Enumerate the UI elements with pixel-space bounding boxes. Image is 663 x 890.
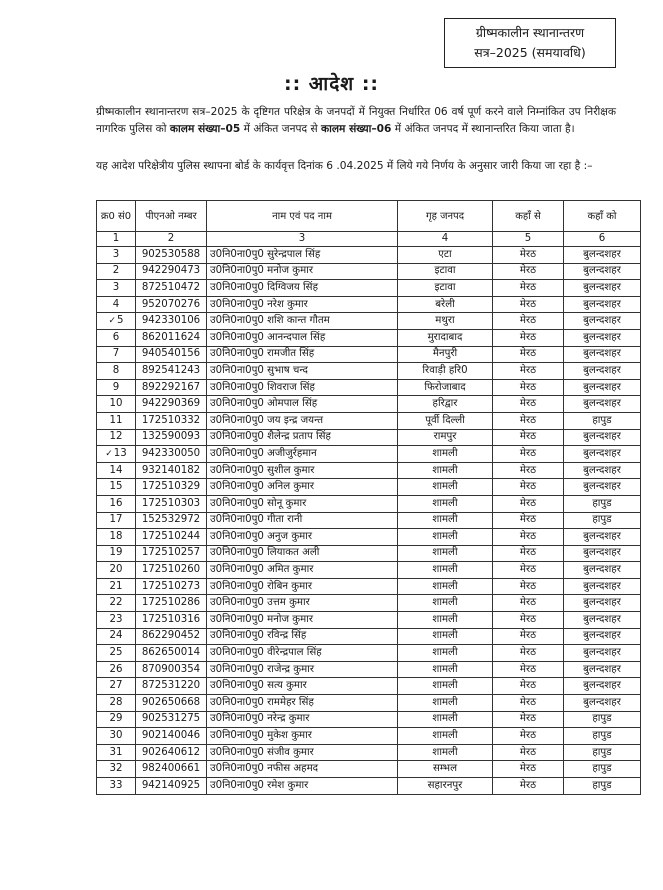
pno-cell: 862011624 [136, 329, 207, 346]
serial-cell: 17 [97, 512, 136, 529]
order-title: :: आदेश :: [283, 73, 380, 95]
table-row [97, 761, 641, 778]
home-district-cell: शामली [398, 711, 493, 728]
to-cell: हापुड [564, 778, 641, 795]
name-cell: उ0नि0ना0पु0 आनन्दपाल सिंह [207, 329, 398, 346]
name-cell: उ0नि0ना0पु0 मुकेश कुमार [207, 728, 398, 745]
home-district-cell: मुरादाबाद [398, 329, 493, 346]
table-body [97, 247, 641, 795]
transfer-table [96, 200, 641, 795]
name-cell: उ0नि0ना0पु0 सुशील कुमार [207, 462, 398, 479]
table-row [97, 545, 641, 562]
serial-cell: 8 [97, 363, 136, 380]
table-row [97, 346, 641, 363]
table-row [97, 678, 641, 695]
from-cell: मेरठ [493, 379, 564, 396]
to-cell: बुलन्दशहर [564, 562, 641, 579]
home-district-cell: इटावा [398, 263, 493, 280]
from-cell: मेरठ [493, 661, 564, 678]
order-intro-paragraph [96, 104, 616, 138]
table-row [97, 280, 641, 297]
pno-cell: 862650014 [136, 645, 207, 662]
intro-text-c: में अंकित जनपद से [240, 123, 321, 135]
from-cell: मेरठ [493, 529, 564, 546]
pno-cell: 172510257 [136, 545, 207, 562]
serial-cell: 28 [97, 695, 136, 712]
serial-cell: 30 [97, 728, 136, 745]
to-cell: बुलन्दशहर [564, 346, 641, 363]
serial-number: 13 [113, 447, 127, 459]
home-district-cell: शामली [398, 728, 493, 745]
pno-cell: 872510472 [136, 280, 207, 297]
home-district-cell: पूर्वी दिल्ली [398, 412, 493, 429]
serial-cell: 18 [97, 529, 136, 546]
from-cell: मेरठ [493, 645, 564, 662]
pno-cell: 932140182 [136, 462, 207, 479]
pno-cell: 952070276 [136, 296, 207, 313]
home-district-cell: हरिद्वार [398, 396, 493, 413]
from-cell: मेरठ [493, 396, 564, 413]
pno-cell: 172510273 [136, 578, 207, 595]
home-district-cell: शामली [398, 545, 493, 562]
order-basis-paragraph: यह आदेश परिक्षेत्रीय पुलिस स्थापना बोर्ड के कार्यवृत्त दिनांक 6 .04.2025 में लिये गये निर्णय के अनुसार जारी किया जा रहा है :– [96, 160, 593, 172]
pno-cell: 892292167 [136, 379, 207, 396]
name-cell: उ0नि0ना0पु0 अमित कुमार [207, 562, 398, 579]
serial-cell: 19 [97, 545, 136, 562]
home-district-cell: एटा [398, 247, 493, 264]
from-cell: मेरठ [493, 346, 564, 363]
from-cell: मेरठ [493, 479, 564, 496]
column-number: 2 [136, 232, 207, 247]
to-cell: हापुड [564, 412, 641, 429]
name-cell: उ0नि0ना0पु0 मनोज कुमार [207, 263, 398, 280]
table-row [97, 628, 641, 645]
name-cell: उ0नि0ना0पु0 सोनू कुमार [207, 495, 398, 512]
intro-text-e: में अंकित जनपद में स्थानान्तरित किया जाता है। [391, 123, 575, 135]
name-cell: उ0नि0ना0पु0 शिवराज सिंह [207, 379, 398, 396]
name-cell: उ0नि0ना0पु0 सत्य कुमार [207, 678, 398, 695]
pno-cell: 132590093 [136, 429, 207, 446]
from-cell: मेरठ [493, 512, 564, 529]
home-district-cell: शामली [398, 562, 493, 579]
pno-cell: 862290452 [136, 628, 207, 645]
to-cell: हापुड [564, 711, 641, 728]
to-cell: बुलन्दशहर [564, 578, 641, 595]
name-cell: उ0नि0ना0पु0 जय इन्द्र जयन्त [207, 412, 398, 429]
to-cell: बुलन्दशहर [564, 462, 641, 479]
pno-cell: 902530588 [136, 247, 207, 264]
serial-cell: 20 [97, 562, 136, 579]
table-row [97, 562, 641, 579]
table-row [97, 462, 641, 479]
column-number: 3 [207, 232, 398, 247]
home-district-cell: शामली [398, 744, 493, 761]
to-cell: बुलन्दशहर [564, 595, 641, 612]
header-to: कहाँ को [564, 201, 641, 232]
name-cell: उ0नि0ना0पु0 उत्तम कुमार [207, 595, 398, 612]
table-row [97, 529, 641, 546]
to-cell: बुलन्दशहर [564, 479, 641, 496]
to-cell: बुलन्दशहर [564, 363, 641, 380]
name-cell: उ0नि0ना0पु0 अजीजुर्रहमान [207, 446, 398, 463]
to-cell: हापुड [564, 744, 641, 761]
pno-cell: 942330106 [136, 313, 207, 330]
from-cell: मेरठ [493, 628, 564, 645]
name-cell: उ0नि0ना0पु0 सुरेन्द्रपाल सिंह [207, 247, 398, 264]
column-number: 1 [97, 232, 136, 247]
pno-cell: 872531220 [136, 678, 207, 695]
table-row [97, 695, 641, 712]
header-home-district: गृह जनपद [398, 201, 493, 232]
from-cell: मेरठ [493, 711, 564, 728]
pno-cell: 942290473 [136, 263, 207, 280]
serial-cell: 3 [97, 247, 136, 264]
table-row [97, 412, 641, 429]
serial-cell: 12 [97, 429, 136, 446]
pno-cell: 172510329 [136, 479, 207, 496]
name-cell: उ0नि0ना0पु0 नफीस अहमद [207, 761, 398, 778]
to-cell: हापुड [564, 761, 641, 778]
home-district-cell: शामली [398, 529, 493, 546]
pno-cell: 902640612 [136, 744, 207, 761]
table-row [97, 744, 641, 761]
pno-cell: 152532972 [136, 512, 207, 529]
pno-cell: 172510316 [136, 612, 207, 629]
serial-cell: 2 [97, 263, 136, 280]
serial-cell: 26 [97, 661, 136, 678]
home-district-cell: शामली [398, 612, 493, 629]
header-name: नाम एवं पद नाम [207, 201, 398, 232]
from-cell: मेरठ [493, 247, 564, 264]
column-number: 4 [398, 232, 493, 247]
serial-cell: 11 [97, 412, 136, 429]
to-cell: बुलन्दशहर [564, 529, 641, 546]
serial-cell: 32 [97, 761, 136, 778]
session-stamp-box [444, 18, 616, 68]
from-cell: मेरठ [493, 462, 564, 479]
home-district-cell: रामपुर [398, 429, 493, 446]
home-district-cell: शामली [398, 678, 493, 695]
name-cell: उ0नि0ना0पु0 रोबिन कुमार [207, 578, 398, 595]
name-cell: उ0नि0ना0पु0 वीरेन्द्रपाल सिंह [207, 645, 398, 662]
table-row [97, 329, 641, 346]
from-cell: मेरठ [493, 612, 564, 629]
from-cell: मेरठ [493, 562, 564, 579]
pno-cell: 172510260 [136, 562, 207, 579]
serial-cell: 25 [97, 645, 136, 662]
table-row [97, 313, 641, 330]
home-district-cell: सहारनपुर [398, 778, 493, 795]
pno-cell: 982400661 [136, 761, 207, 778]
name-cell: उ0नि0ना0पु0 नरेन्द्र कुमार [207, 711, 398, 728]
from-cell: मेरठ [493, 728, 564, 745]
serial-cell: 22 [97, 595, 136, 612]
serial-cell [97, 446, 136, 463]
table-row [97, 728, 641, 745]
intro-text-a: ग्रीष्मकालीन स्थानान्तरण सत्र–2025 के दृष्टिगत परिक्षेत्र के जनपदों में नियुक्त निर्धारित 06 वर्ष पूर्ण करने वाले निम्नांकित उप निरीक्षक नागरिक पुलिस को [96, 106, 616, 135]
name-cell: उ0नि0ना0पु0 रमेश कुमार [207, 778, 398, 795]
table-row [97, 446, 641, 463]
pno-cell: 172510286 [136, 595, 207, 612]
table-header-row [97, 201, 641, 232]
tick-mark-icon: ✓ [108, 316, 117, 327]
home-district-cell: फिरोजाबाद [398, 379, 493, 396]
table-row [97, 363, 641, 380]
table-row [97, 296, 641, 313]
name-cell: उ0नि0ना0पु0 गीता रानी [207, 512, 398, 529]
pno-cell: 942330050 [136, 446, 207, 463]
from-cell: मेरठ [493, 280, 564, 297]
to-cell: हापुड [564, 495, 641, 512]
home-district-cell: मथुरा [398, 313, 493, 330]
serial-cell: 10 [97, 396, 136, 413]
serial-cell: 33 [97, 778, 136, 795]
name-cell: उ0नि0ना0पु0 राजेन्द्र कुमार [207, 661, 398, 678]
home-district-cell: शामली [398, 595, 493, 612]
column-number: 6 [564, 232, 641, 247]
from-cell: मेरठ [493, 595, 564, 612]
home-district-cell: रिवाड़ी हरि0 [398, 363, 493, 380]
table-row [97, 495, 641, 512]
name-cell: उ0नि0ना0पु0 राममेहर सिंह [207, 695, 398, 712]
serial-cell: 7 [97, 346, 136, 363]
to-cell: बुलन्दशहर [564, 379, 641, 396]
to-cell: बुलन्दशहर [564, 296, 641, 313]
home-district-cell: शामली [398, 645, 493, 662]
from-cell: मेरठ [493, 329, 564, 346]
table-row [97, 479, 641, 496]
name-cell: उ0नि0ना0पु0 नरेश कुमार [207, 296, 398, 313]
name-cell: उ0नि0ना0पु0 अनिल कुमार [207, 479, 398, 496]
from-cell: मेरठ [493, 495, 564, 512]
to-cell: बुलन्दशहर [564, 329, 641, 346]
name-cell: उ0नि0ना0पु0 संजीव कुमार [207, 744, 398, 761]
home-district-cell: शामली [398, 661, 493, 678]
table-column-number-row [97, 232, 641, 247]
home-district-cell: सम्भल [398, 761, 493, 778]
home-district-cell: शामली [398, 695, 493, 712]
table-row [97, 711, 641, 728]
serial-cell: 3 [97, 280, 136, 297]
serial-cell: 24 [97, 628, 136, 645]
serial-cell: 31 [97, 744, 136, 761]
name-cell: उ0नि0ना0पु0 अनुज कुमार [207, 529, 398, 546]
to-cell: हापुड [564, 512, 641, 529]
table-row [97, 247, 641, 264]
home-district-cell: शामली [398, 512, 493, 529]
from-cell: मेरठ [493, 578, 564, 595]
table-row [97, 429, 641, 446]
from-cell: मेरठ [493, 263, 564, 280]
from-cell: मेरठ [493, 678, 564, 695]
from-cell: मेरठ [493, 744, 564, 761]
from-cell: मेरठ [493, 778, 564, 795]
to-cell: बुलन्दशहर [564, 446, 641, 463]
pno-cell: 172510332 [136, 412, 207, 429]
from-cell: मेरठ [493, 545, 564, 562]
from-cell: मेरठ [493, 296, 564, 313]
name-cell: उ0नि0ना0पु0 सुभाष चन्द [207, 363, 398, 380]
header-pno: पीएनओ नम्बर [136, 201, 207, 232]
to-cell: बुलन्दशहर [564, 695, 641, 712]
from-cell: मेरठ [493, 429, 564, 446]
name-cell: उ0नि0ना0पु0 रविन्द्र सिंह [207, 628, 398, 645]
to-cell: बुलन्दशहर [564, 396, 641, 413]
home-district-cell: शामली [398, 628, 493, 645]
to-cell: बुलन्दशहर [564, 612, 641, 629]
from-cell: मेरठ [493, 761, 564, 778]
column-number: 5 [493, 232, 564, 247]
to-cell: बुलन्दशहर [564, 247, 641, 264]
table-row [97, 778, 641, 795]
serial-cell: 6 [97, 329, 136, 346]
table-row [97, 661, 641, 678]
header-serial: क्र0 सं0 [97, 201, 136, 232]
home-district-cell: इटावा [398, 280, 493, 297]
serial-cell [97, 313, 136, 330]
name-cell: उ0नि0ना0पु0 ओमपाल सिंह [207, 396, 398, 413]
serial-cell: 23 [97, 612, 136, 629]
from-cell: मेरठ [493, 695, 564, 712]
from-cell: मेरठ [493, 363, 564, 380]
name-cell: उ0नि0ना0पु0 दिग्विजय सिंह [207, 280, 398, 297]
to-cell: बुलन्दशहर [564, 545, 641, 562]
table-row [97, 379, 641, 396]
table-row [97, 645, 641, 662]
name-cell: उ0नि0ना0पु0 रामजीत सिंह [207, 346, 398, 363]
intro-column-5-ref: कालम संख्या–05 [169, 123, 241, 135]
home-district-cell: शामली [398, 479, 493, 496]
to-cell: बुलन्दशहर [564, 645, 641, 662]
name-cell: उ0नि0ना0पु0 शैलेन्द्र प्रताप सिंह [207, 429, 398, 446]
to-cell: बुलन्दशहर [564, 263, 641, 280]
table-row [97, 263, 641, 280]
home-district-cell: शामली [398, 446, 493, 463]
serial-cell: 27 [97, 678, 136, 695]
table-row [97, 595, 641, 612]
serial-number: 5 [117, 315, 124, 327]
table-row [97, 612, 641, 629]
pno-cell: 942290369 [136, 396, 207, 413]
pno-cell: 172510303 [136, 495, 207, 512]
home-district-cell: शामली [398, 495, 493, 512]
pno-cell: 940540156 [136, 346, 207, 363]
to-cell: बुलन्दशहर [564, 429, 641, 446]
header-from: कहाँ से [493, 201, 564, 232]
stamp-line-2: सत्र–2025 (समयावधि) [474, 45, 586, 60]
serial-cell: 14 [97, 462, 136, 479]
pno-cell: 902140046 [136, 728, 207, 745]
intro-column-6-ref: कालम संख्या–06 [321, 123, 392, 135]
serial-cell: 16 [97, 495, 136, 512]
to-cell: बुलन्दशहर [564, 678, 641, 695]
pno-cell: 902531275 [136, 711, 207, 728]
serial-cell: 9 [97, 379, 136, 396]
to-cell: हापुड [564, 728, 641, 745]
to-cell: बुलन्दशहर [564, 628, 641, 645]
home-district-cell: शामली [398, 462, 493, 479]
tick-mark-icon: ✓ [105, 448, 113, 459]
to-cell: बुलन्दशहर [564, 280, 641, 297]
serial-cell: 29 [97, 711, 136, 728]
serial-cell: 4 [97, 296, 136, 313]
pno-cell: 870900354 [136, 661, 207, 678]
pno-cell: 892541243 [136, 363, 207, 380]
stamp-line-1: ग्रीष्मकालीन स्थानान्तरण [475, 25, 585, 40]
to-cell: बुलन्दशहर [564, 661, 641, 678]
table-row [97, 512, 641, 529]
table-row [97, 578, 641, 595]
pno-cell: 902650668 [136, 695, 207, 712]
from-cell: मेरठ [493, 412, 564, 429]
table-row [97, 396, 641, 413]
pno-cell: 942140925 [136, 778, 207, 795]
from-cell: मेरठ [493, 313, 564, 330]
serial-cell: 15 [97, 479, 136, 496]
name-cell: उ0नि0ना0पु0 शशि कान्त गौतम [207, 313, 398, 330]
name-cell: उ0नि0ना0पु0 मनोज कुमार [207, 612, 398, 629]
pno-cell: 172510244 [136, 529, 207, 546]
from-cell: मेरठ [493, 446, 564, 463]
home-district-cell: मैनपुरी [398, 346, 493, 363]
home-district-cell: बरेली [398, 296, 493, 313]
home-district-cell: शामली [398, 578, 493, 595]
serial-cell: 21 [97, 578, 136, 595]
to-cell: बुलन्दशहर [564, 313, 641, 330]
name-cell: उ0नि0ना0पु0 लियाकत अली [207, 545, 398, 562]
